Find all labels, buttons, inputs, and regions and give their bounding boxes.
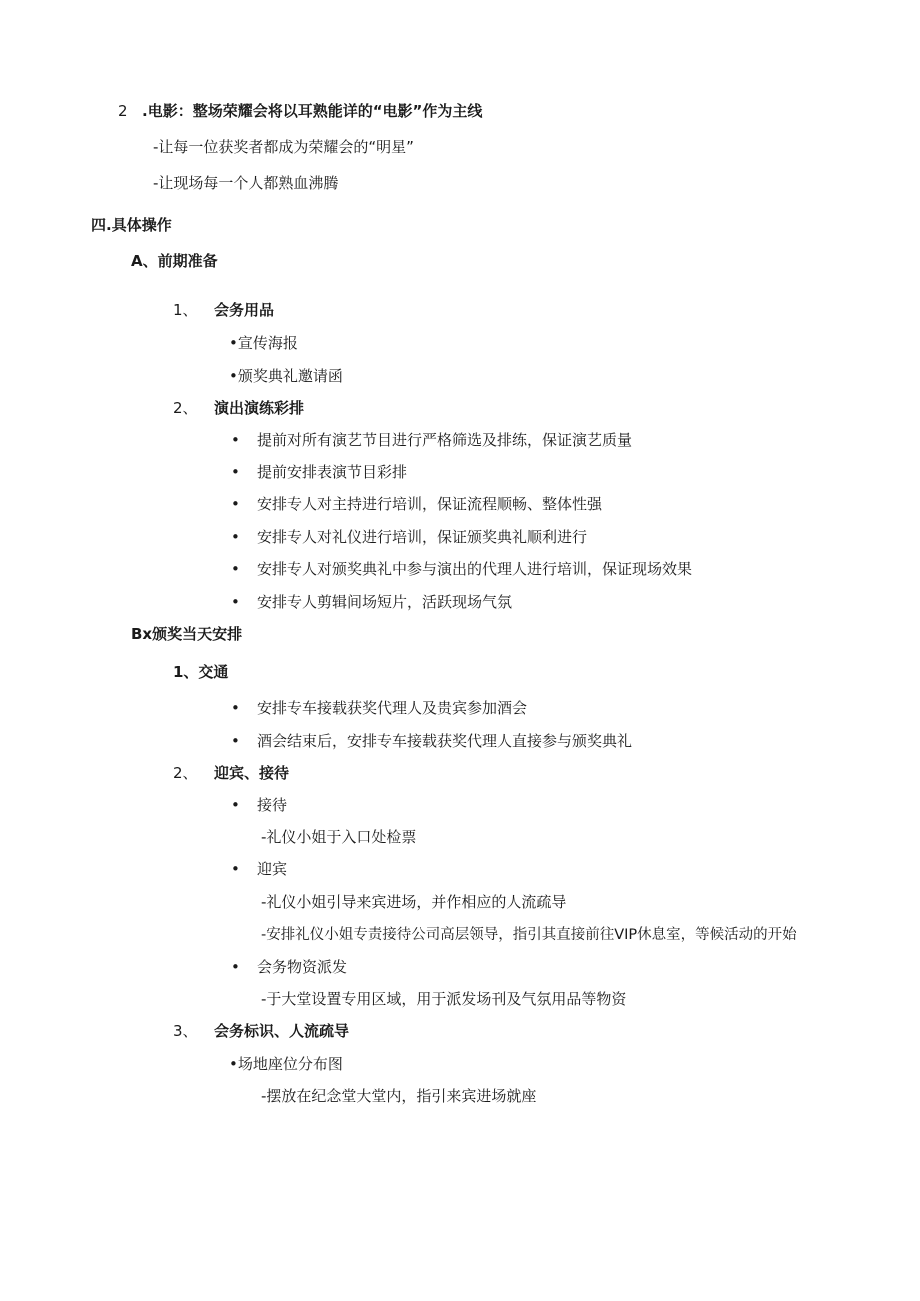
movie-section-heading: .电影：整场荣耀会将以耳熟能详的“电影”作为主线 — [142, 102, 483, 120]
b-item3-detail: -摆放在纪念堂大堂内，指引来宾进场就座 — [261, 1087, 537, 1105]
a-item1-bullet: •宣传海报 — [229, 334, 298, 352]
bullet-dot-icon: • — [231, 431, 240, 449]
a-item1-number: 1、 — [173, 301, 198, 319]
bullet-dot-icon: • — [231, 796, 240, 814]
a-item2-bullet: 安排专人对主持进行培训，保证流程顺畅、整体性强 — [257, 495, 603, 513]
b-item3-number: 3、 — [173, 1022, 198, 1040]
b-item3-bullet: •场地座位分布图 — [229, 1055, 343, 1073]
a-item2-bullet: 安排专人剪辑间场短片，活跃现场气氛 — [257, 593, 513, 611]
b-item3-title: 会务标识、人流疏导 — [214, 1022, 350, 1040]
bullet-dot-icon: • — [231, 732, 240, 750]
ops-heading: 四.具体操作 — [91, 216, 172, 234]
a-item2-bullet: 安排专人对礼仪进行培训，保证颁奖典礼顺利进行 — [257, 528, 588, 546]
a-item2-bullet: 安排专人对颁奖典礼中参与演出的代理人进行培训，保证现场效果 — [257, 560, 693, 578]
movie-point: -让每一位获奖者都成为荣耀会的“明星” — [153, 138, 414, 156]
b-item2-detail: -礼仪小姐于入口处检票 — [261, 828, 417, 846]
bullet-dot-icon: • — [231, 560, 240, 578]
a-item1-title: 会务用品 — [214, 301, 275, 319]
bullet-dot-icon: • — [231, 699, 240, 717]
bullet-dot-icon: • — [231, 495, 240, 513]
movie-section-number: 2 — [118, 102, 128, 120]
a-item2-bullet: 提前安排表演节目彩排 — [257, 463, 408, 481]
bullet-dot-icon: • — [231, 463, 240, 481]
b-item2-number: 2、 — [173, 764, 198, 782]
bullet-dot-icon: • — [231, 958, 240, 976]
b-item2-group-label: 会务物资派发 — [257, 958, 348, 976]
b-item1-title: 1、交通 — [173, 663, 229, 681]
bullet-dot-icon: • — [231, 528, 240, 546]
bullet-dot-icon: • — [231, 860, 240, 878]
part-b-heading: Bx颁奖当天安排 — [131, 625, 243, 643]
b-item2-group-label: 接待 — [257, 796, 288, 814]
b-item1-bullet: 酒会结束后，安排专车接载获奖代理人直接参与颁奖典礼 — [257, 732, 633, 750]
bullet-dot-icon: • — [231, 593, 240, 611]
b-item2-detail: -于大堂设置专用区域，用于派发场刊及气氛用品等物资 — [261, 990, 627, 1008]
a-item2-number: 2、 — [173, 399, 198, 417]
a-item2-title: 演出演练彩排 — [214, 399, 305, 417]
b-item1-bullet: 安排专车接载获奖代理人及贵宾参加酒会 — [257, 699, 528, 717]
b-item2-detail: -安排礼仪小姐专责接待公司高层领导，指引其直接前往VIP休息室，等候活动的开始 — [261, 927, 797, 943]
b-item2-detail: -礼仪小姐引导来宾进场，并作相应的人流疏导 — [261, 893, 567, 911]
a-item2-bullet: 提前对所有演艺节目进行严格筛选及排练，保证演艺质量 — [257, 431, 633, 449]
part-a-heading: A、前期准备 — [131, 252, 218, 270]
movie-point: -让现场每一个人都熟血沸腾 — [153, 174, 339, 192]
b-item2-title: 迎宾、接待 — [214, 764, 290, 782]
a-item1-bullet: •颁奖典礼邀请函 — [229, 367, 343, 385]
b-item2-group-label: 迎宾 — [257, 860, 288, 878]
